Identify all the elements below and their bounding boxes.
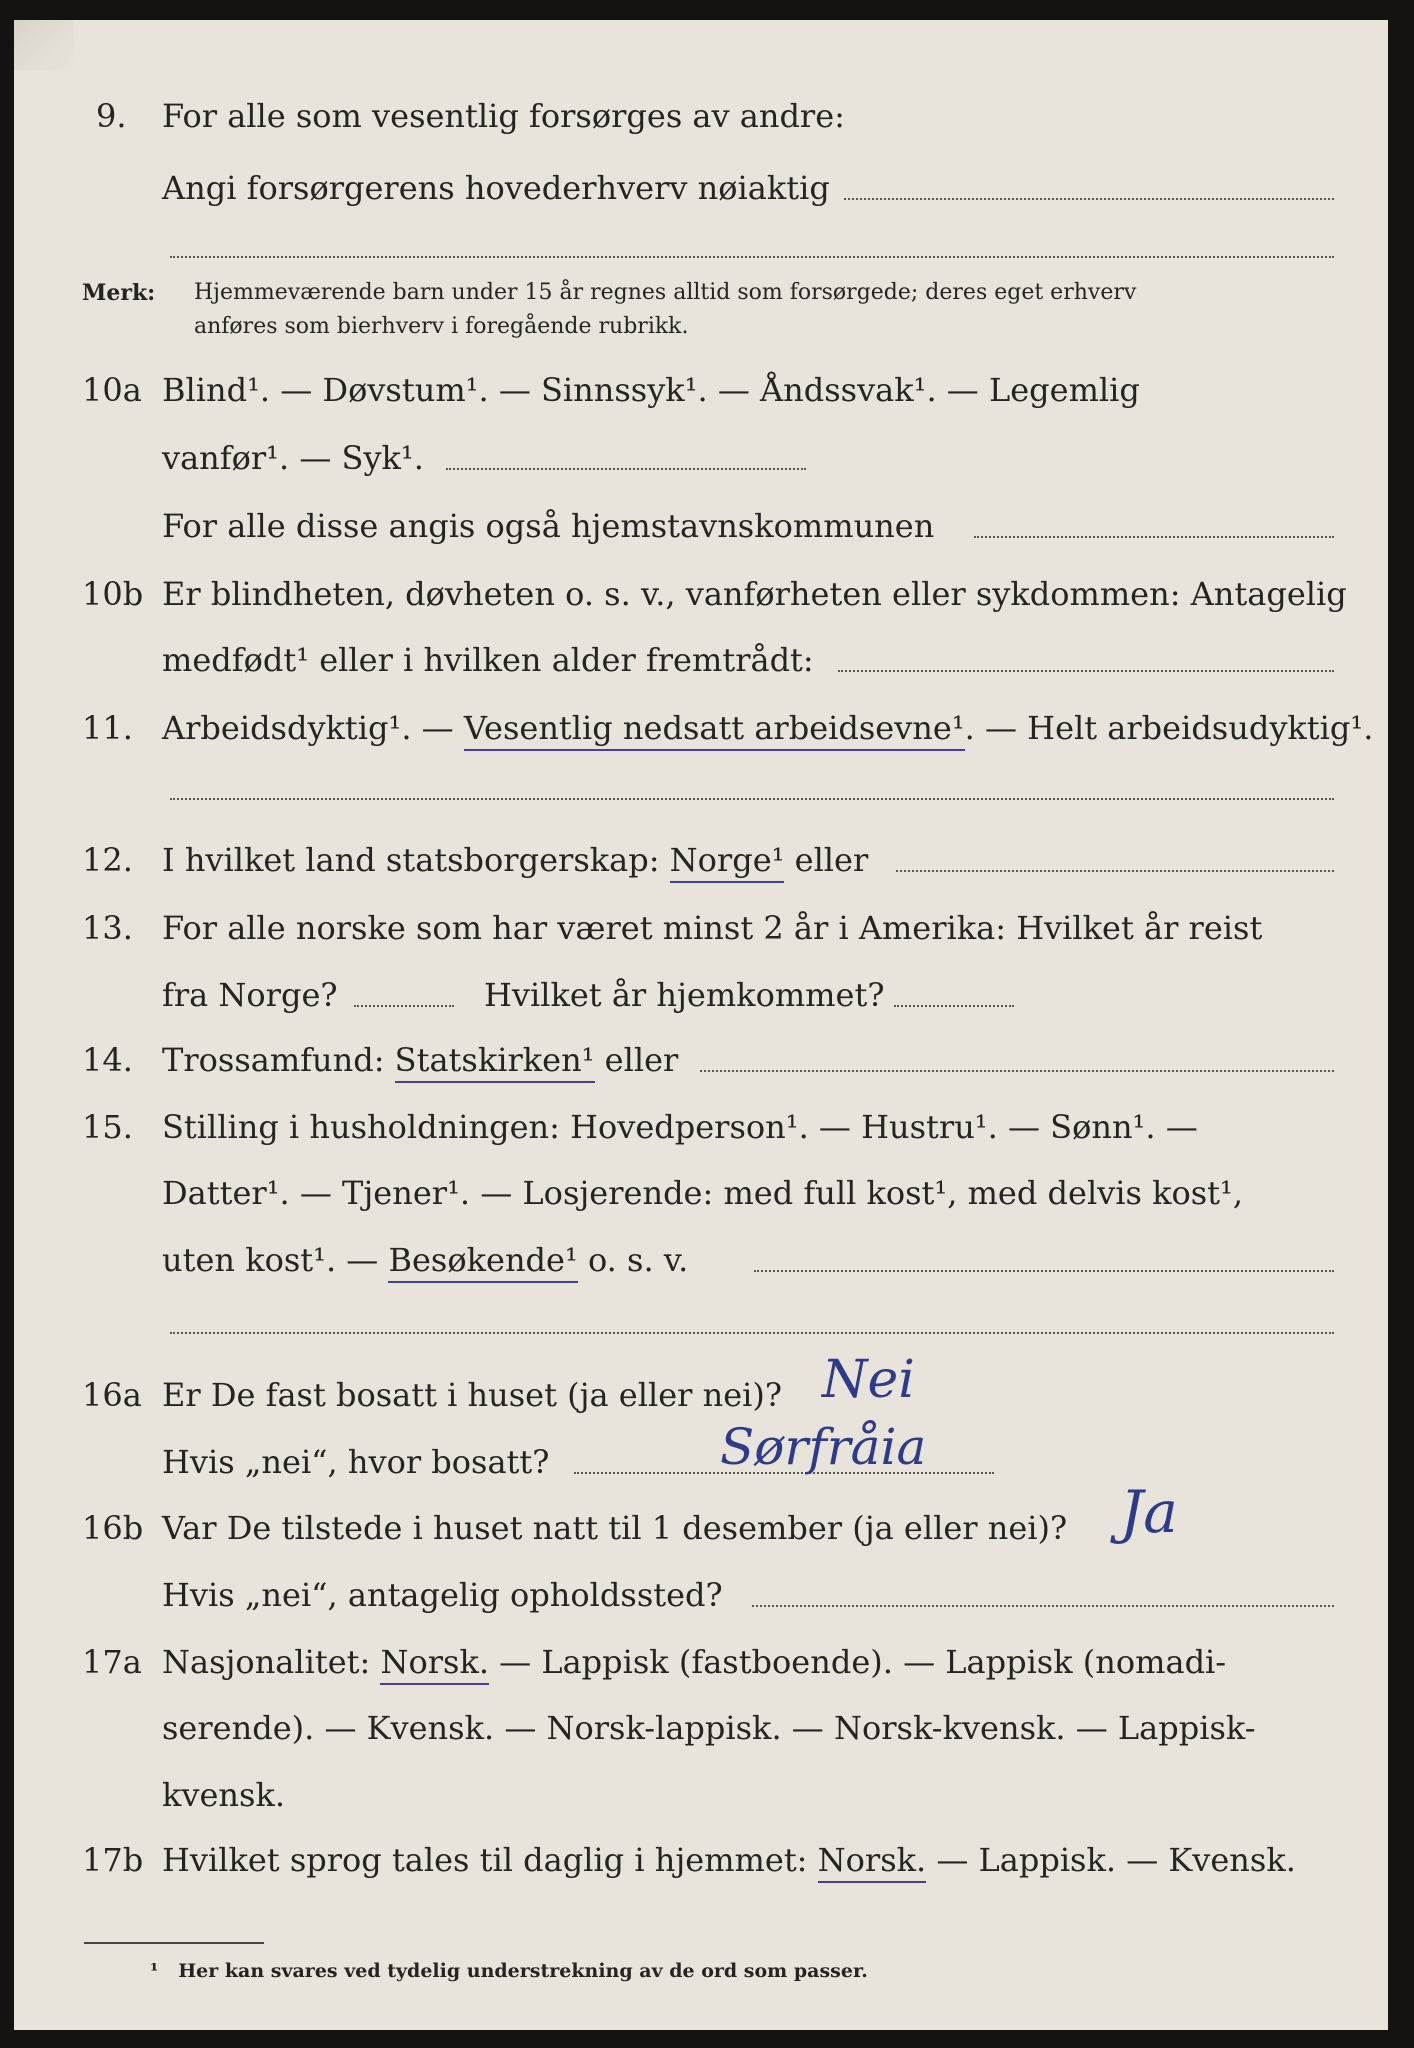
q12-pre: I hvilket land statsborgerskap: [162, 841, 670, 879]
footnote [150, 1960, 868, 1982]
q11-line [162, 708, 1373, 748]
q11-answer-line [170, 798, 1334, 800]
q17a-post: — Lappisk (fastboende). — Lappisk (nomadi- [489, 1643, 1227, 1681]
census-form-page [14, 20, 1388, 2030]
q17b-post: — Lappisk. — Kvensk. [926, 1841, 1296, 1879]
q10a-line2: vanfør¹. — Syk¹. [162, 439, 424, 477]
q12-post: eller [784, 841, 869, 879]
q10a-answer-line [446, 468, 806, 470]
q15-line2: Datter¹. — Tjener¹. — Losjerende: med full kost¹, med delvis kost¹, [162, 1174, 1244, 1212]
q16b-handwritten-answer: Ja [1120, 1478, 1178, 1546]
merk-label: Merk: [82, 280, 156, 306]
item-number-17b: 17b [82, 1841, 144, 1879]
q10a-line3: For alle disse angis også hjemstavnskommunen [162, 507, 935, 545]
q12-line [162, 840, 868, 880]
q12-underlined-answer: Norge¹ [670, 841, 785, 883]
q10b-line1: Er blindheten, døvheten o. s. v., vanførheten eller sykdommen: Antagelig [162, 575, 1347, 613]
q15-line3-post: o. s. v. [577, 1241, 689, 1279]
footnote-text: Her kan svares ved tydelig understrekning av de ord som passer. [178, 1960, 868, 1982]
q11-pre: Arbeidsdyktig¹. — [162, 709, 464, 747]
q13-line2b: Hvilket år hjemkommet? [484, 976, 885, 1014]
footnote-mark: ¹ [150, 1960, 159, 1982]
q17a-line3: kvensk. [162, 1776, 285, 1814]
q13-line1: For alle norske som har været minst 2 år i Amerika: Hvilket år reist [162, 909, 1263, 947]
item-number-12: 12. [82, 841, 133, 879]
q16a-handwritten-answer: Nei [822, 1350, 915, 1410]
q9-line2: Angi forsørgerens hovederhverv nøiaktig [162, 169, 830, 207]
q14-answer-line [700, 1070, 1334, 1072]
q14-pre: Trossamfund: [162, 1041, 395, 1079]
item-number-9: 9. [96, 97, 127, 135]
q9-line1: For alle som vesentlig forsørges av andre: [162, 97, 845, 135]
q16b-opholdssted-line [752, 1605, 1334, 1607]
q17b-pre: Hvilket sprog tales til daglig i hjemmet: [162, 1841, 818, 1879]
folded-corner [14, 20, 74, 70]
q13-reist-line [354, 1005, 454, 1007]
q14-line [162, 1040, 678, 1080]
q13-hjemkommet-line [894, 1005, 1014, 1007]
item-number-11: 11. [82, 709, 133, 747]
item-number-10a: 10a [82, 371, 142, 409]
footnote-rule [84, 1942, 264, 1944]
q15-line3-pre: uten kost¹. — [162, 1241, 389, 1279]
q10a-hjemstavn-line [974, 536, 1334, 538]
q17a-line1 [162, 1642, 1226, 1682]
q17a-line2: serende). — Kvensk. — Norsk-lappisk. — Norsk-kvensk. — Lappisk- [162, 1709, 1256, 1747]
q10b-line2: medfødt¹ eller i hvilken alder fremtrådt: [162, 641, 814, 679]
item-number-16a: 16a [82, 1376, 142, 1414]
q11-post: . — Helt arbeidsudyktig¹. [964, 709, 1374, 747]
merk-line1: Hjemmeværende barn under 15 år regnes alltid som forsørgede; deres eget erhverv [194, 280, 1137, 305]
q16a-handwritten-place: Sørfråia [720, 1418, 927, 1476]
q16b-line2: Hvis „nei“, antagelig opholdssted? [162, 1576, 723, 1614]
q17a-underlined-answer: Norsk. [380, 1643, 489, 1685]
q9-answer-line-2 [170, 256, 1334, 258]
q12-answer-line [896, 870, 1334, 872]
item-number-13: 13. [82, 909, 133, 947]
q17a-pre: Nasjonalitet: [162, 1643, 381, 1681]
q15-answer-line-2 [170, 1332, 1334, 1334]
q15-underlined-answer: Besøkende¹ [388, 1241, 577, 1283]
q10b-answer-line [838, 670, 1334, 672]
q9-answer-line [844, 198, 1334, 200]
merk-line2: anføres som bierhverv i foregående rubrikk. [194, 314, 689, 339]
q15-answer-line [754, 1270, 1334, 1272]
item-number-17a: 17a [82, 1643, 142, 1681]
item-number-16b: 16b [82, 1509, 144, 1547]
q14-underlined-answer: Statskirken¹ [395, 1041, 595, 1083]
q17b-underlined-answer: Norsk. [818, 1841, 927, 1883]
q16b-line1: Var De tilstede i huset natt til 1 desember (ja eller nei)? [162, 1509, 1068, 1547]
q17b-line [162, 1840, 1296, 1880]
q15-line3 [162, 1240, 688, 1280]
q10a-line1: Blind¹. — Døvstum¹. — Sinnssyk¹. — Åndssvak¹. — Legemlig [162, 371, 1140, 409]
item-number-15: 15. [82, 1108, 133, 1146]
q14-post: eller [594, 1041, 679, 1079]
q16a-line2: Hvis „nei“, hvor bosatt? [162, 1443, 550, 1481]
q15-line1: Stilling i husholdningen: Hovedperson¹. — Hustru¹. — Sønn¹. — [162, 1108, 1198, 1146]
q11-underlined-answer: Vesentlig nedsatt arbeidsevne¹ [464, 709, 965, 751]
item-number-10b: 10b [82, 575, 144, 613]
item-number-14: 14. [82, 1041, 133, 1079]
q13-line2a: fra Norge? [162, 976, 338, 1014]
q16a-line1: Er De fast bosatt i huset (ja eller nei)? [162, 1376, 783, 1414]
